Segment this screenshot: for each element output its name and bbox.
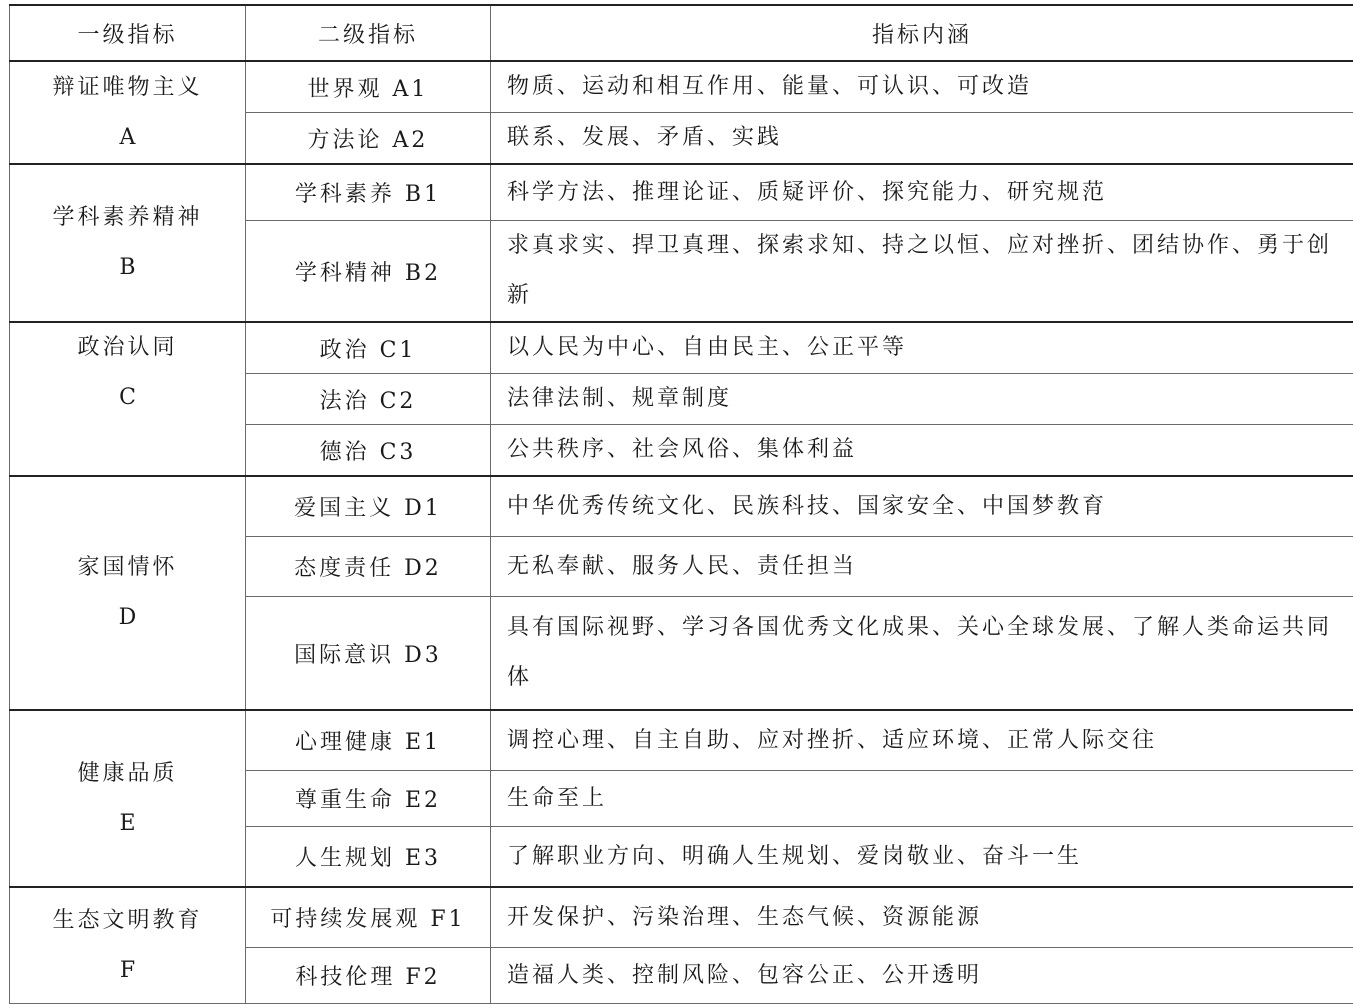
level2-cell: 态度责任 D2 xyxy=(246,537,491,597)
meaning-cell: 造福人类、控制风险、包容公正、公开透明 xyxy=(491,948,1353,1004)
level1-name: 健康品质 xyxy=(77,761,177,786)
level1-cell xyxy=(10,61,246,164)
level1-cell xyxy=(10,887,246,1004)
meaning-cell: 法律法制、规章制度 xyxy=(491,374,1353,425)
meaning-cell: 求真求实、捍卫真理、探索求知、持之以恒、应对挫折、团结协作、勇于创新 xyxy=(491,221,1353,323)
meaning-cell: 了解职业方向、明确人生规划、爱岗敬业、奋斗一生 xyxy=(491,827,1353,888)
level2-cell: 学科精神 B2 xyxy=(246,221,491,323)
meaning-cell: 联系、发展、矛盾、实践 xyxy=(491,113,1353,165)
level1-name: 生态文明教育 xyxy=(52,908,202,933)
level2-cell: 国际意识 D3 xyxy=(246,597,491,711)
header-level2: 二级指标 xyxy=(246,5,491,61)
table-row xyxy=(10,887,1353,948)
table-row xyxy=(10,476,1353,537)
meaning-cell: 生命至上 xyxy=(491,771,1353,827)
level2-cell: 爱国主义 D1 xyxy=(246,476,491,537)
level2-cell: 心理健康 E1 xyxy=(246,710,491,771)
level2-cell: 可持续发展观 F1 xyxy=(246,887,491,948)
level1-code: A xyxy=(10,113,245,163)
meaning-cell: 以人民为中心、自由民主、公正平等 xyxy=(491,322,1353,374)
level1-cell xyxy=(10,164,246,322)
level2-cell: 德治 C3 xyxy=(246,425,491,477)
level1-code: E xyxy=(10,799,245,849)
meaning-cell: 开发保护、污染治理、生态气候、资源能源 xyxy=(491,887,1353,948)
level1-name: 政治认同 xyxy=(77,335,177,360)
indicator-table xyxy=(9,4,1353,1004)
meaning-cell: 物质、运动和相互作用、能量、可认识、可改造 xyxy=(491,61,1353,113)
level1-code: C xyxy=(10,373,245,423)
level1-name: 学科素养精神 xyxy=(52,205,202,230)
level2-cell: 人生规划 E3 xyxy=(246,827,491,888)
level2-cell: 世界观 A1 xyxy=(246,61,491,113)
meaning-cell: 公共秩序、社会风俗、集体利益 xyxy=(491,425,1353,477)
meaning-cell: 中华优秀传统文化、民族科技、国家安全、中国梦教育 xyxy=(491,476,1353,537)
table-row xyxy=(10,61,1353,113)
table-row xyxy=(10,164,1353,221)
level2-cell: 尊重生命 E2 xyxy=(246,771,491,827)
level1-cell xyxy=(10,322,246,476)
meaning-cell: 无私奉献、服务人民、责任担当 xyxy=(491,537,1353,597)
level1-code: B xyxy=(10,243,245,293)
level2-cell: 学科素养 B1 xyxy=(246,164,491,221)
level2-cell: 科技伦理 F2 xyxy=(246,948,491,1004)
level1-cell xyxy=(10,476,246,710)
header-level1: 一级指标 xyxy=(10,5,246,61)
level2-cell: 方法论 A2 xyxy=(246,113,491,165)
header-row xyxy=(10,5,1353,61)
level1-name: 辩证唯物主义 xyxy=(52,75,202,100)
header-meaning: 指标内涵 xyxy=(491,5,1353,61)
level1-code: D xyxy=(10,593,245,643)
level1-code: F xyxy=(10,946,245,996)
meaning-cell: 具有国际视野、学习各国优秀文化成果、关心全球发展、了解人类命运共同体 xyxy=(491,597,1353,711)
level1-name: 家国情怀 xyxy=(77,555,177,580)
table-row xyxy=(10,710,1353,771)
table-row xyxy=(10,322,1353,374)
meaning-cell: 科学方法、推理论证、质疑评价、探究能力、研究规范 xyxy=(491,164,1353,221)
level1-cell xyxy=(10,710,246,887)
level2-cell: 政治 C1 xyxy=(246,322,491,374)
meaning-cell: 调控心理、自主自助、应对挫折、适应环境、正常人际交往 xyxy=(491,710,1353,771)
level2-cell: 法治 C2 xyxy=(246,374,491,425)
